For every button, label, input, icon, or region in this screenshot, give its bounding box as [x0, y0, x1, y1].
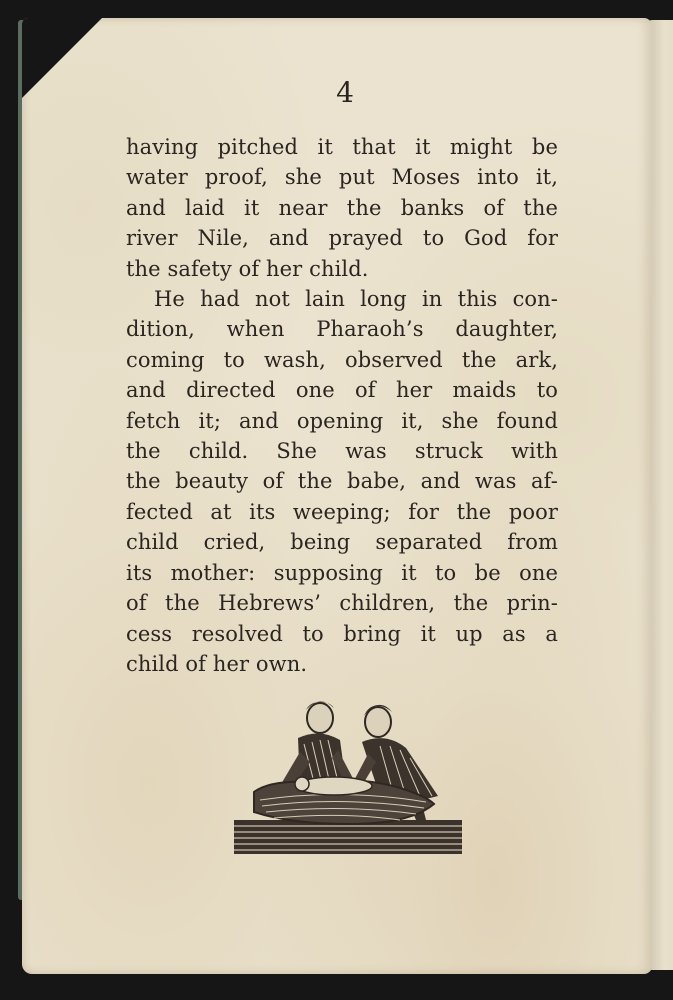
- text-line: the safety of her child.: [126, 256, 369, 281]
- text-line: coming to wash, observed the ark,: [126, 347, 558, 372]
- text-line: child of her own.: [126, 651, 308, 676]
- text-line: cess resolved to bring it up as a: [126, 621, 558, 646]
- text-line: having pitched it that it might be: [126, 135, 558, 159]
- text-line: and laid it near the banks of the: [126, 195, 558, 220]
- text-line: the child. She was struck with: [126, 439, 558, 464]
- text-line: dition, when Pharaoh’s daughter,: [126, 317, 558, 342]
- body-text: [126, 132, 558, 679]
- text-line: of the Hebrews’ children, the prin-: [126, 591, 558, 616]
- text-line: its mother: supposing it to be one: [126, 560, 558, 585]
- text-line: the beauty of the babe, and was af-: [126, 469, 558, 494]
- text-line: fetch it; and opening it, she found: [126, 408, 558, 433]
- text-line: fected at its weeping; for the poor: [126, 499, 558, 524]
- woodcut-two-women-lifting-ark-icon: [230, 692, 464, 862]
- text-line: child cried, being separated from: [126, 530, 558, 555]
- book-page: [22, 18, 652, 974]
- text-line: water proof, she put Moses into it,: [126, 165, 558, 190]
- text-line: and directed one of her maids to: [126, 378, 558, 403]
- text-line: river Nile, and prayed to God for: [126, 226, 558, 251]
- page-number: 4: [336, 76, 354, 109]
- text-line: He had not lain long in this con-: [154, 287, 558, 312]
